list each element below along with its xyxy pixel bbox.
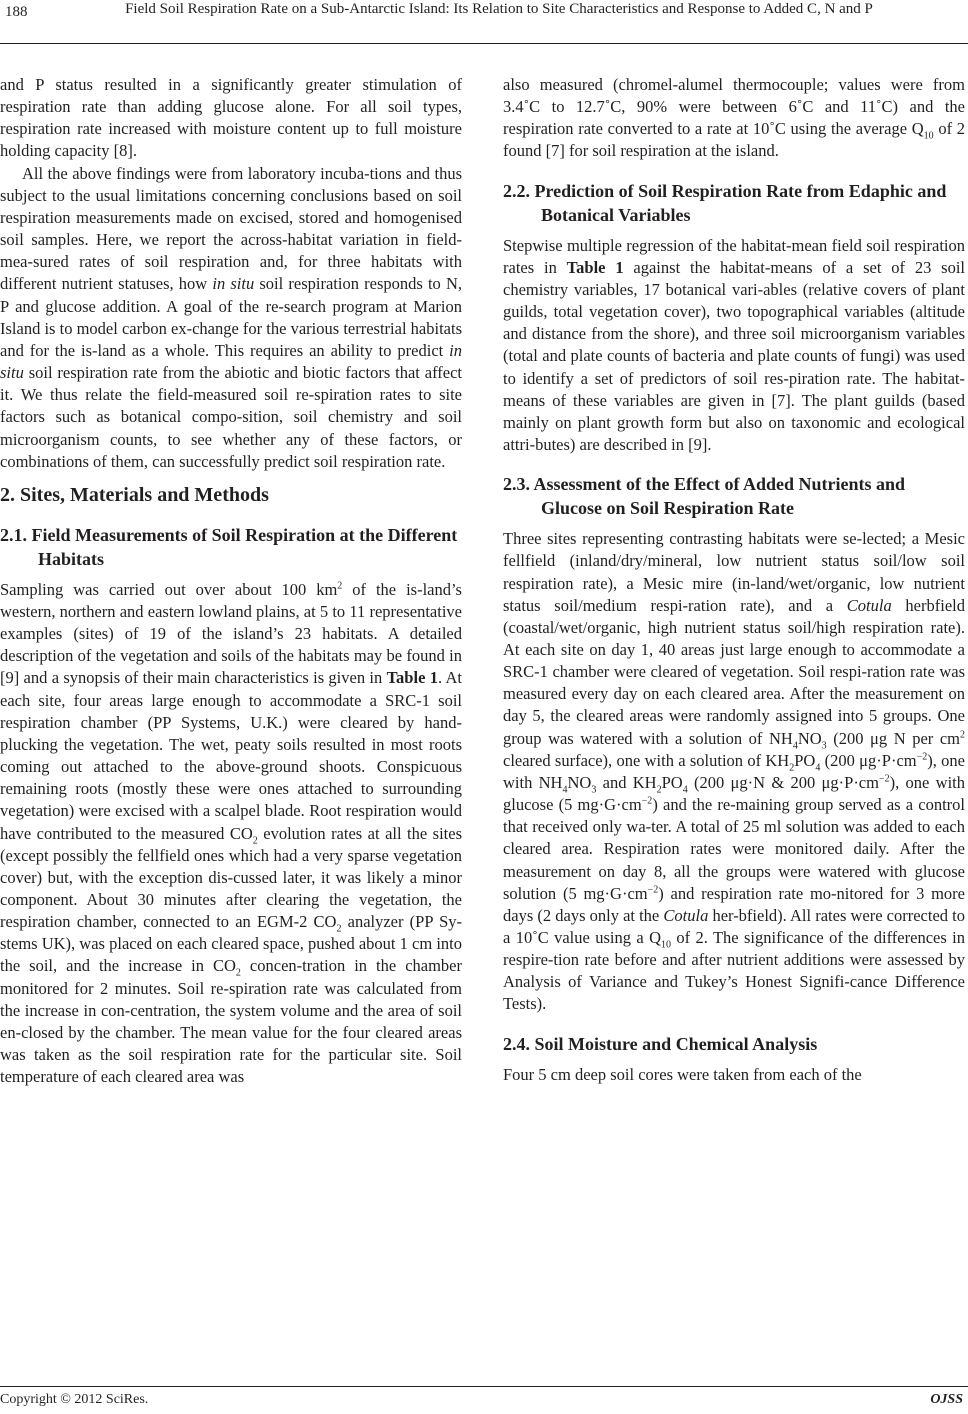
left-column	[0, 74, 462, 1088]
right-column	[503, 74, 965, 1086]
paragraph: also measured (chromel-alumel thermocouple; values were from 3.4˚C to 12.7˚C, 90% were between 6˚C and 11˚C) and the respiration rate converted to a rate at 10˚C using the average $Q_{10}$ of 2 found [7] for soil respiration at the island.	[503, 75, 965, 161]
running-title: Field Soil Respiration Rate on a Sub-Antarctic Island: Its Relation to Site Characteristics and Response to Added C, N and P	[125, 1, 873, 17]
paragraph: All the above findings were from laboratory incuba-tions and thus subject to the usual limitations concerning conclusions based on soil respiration measurements made on excised, stored and homogenised soil samples. Here, we report the across-habitat variation in field-mea-sured rates of soil respiration and, for three habitats with different nutrient statuses, how in situ soil respiration responds to N, P and glucose addition. A goal of the re-search program at Marion Island is to model carbon ex-change for the various terrestrial habitats and for the is-land as a whole. This requires an ability to predict in situ soil respiration rate from the abiotic and biotic factors that affect it. We thus relate the field-measured soil re-spiration rates to site factors such as botanical compo-sition, soil chemistry and soil microorganism counts, to see whether any of these factors, or combinations of them, can successfully predict soil respiration rate.	[0, 163, 462, 471]
paragraph: Three sites representing contrasting habitats were se-lected; a Mesic fellfield (inland/dry/mineral, low nutrient status soil/low soil respiration rate), a Mesic mire (in-land/wet/organic, low nutrient status soil/medium respi-ration rate), and a Cotula herbfield (coastal/wet/organic, high nutrient status soil/high respiration rate). At each site on day 1, 40 areas just large enough to accommodate a SRC-1 chamber were cleared of vegetation. Soil respi-ration rate was measured every day on each cleared area. After the measurement on day 5, the cleared areas were randomly assigned into 5 groups. One group was watered with a solution of $NH_4NO_3$ (200 μg N per $cm^2$ cleared surface), one with a solution of $KH_2PO_4$ (200 $\mu g\cdot P\cdot cm^{-2}$), one with $NH_4NO_3$ and $KH_2PO_4$ (200 μg·N & 200 $\mu g\cdot P\cdot cm^{-2}$), one with glucose (5 $mg\cdot G\cdot cm^{-2}$) and the re-maining group served as a control that received only wa-ter. A total of 25 ml solution was added to each cleared area. Respiration rates were monitored daily. After the measurement on day 8, all the groups were watered with glucose solution (5 $mg\cdot G\cdot cm^{-2}$) and respiration rate mo-nitored for 3 more days (2 days only at the Cotula her-bfield). All rates were corrected to a 10˚C value using a $Q_{10}$ of 2. The significance of the differences in respire-tion rate before and after nutrient additions were assessed by Analysis of Variance and Tukey’s Honest Signifi-cance Difference Tests).	[503, 529, 966, 1014]
page-number: 188	[5, 4, 28, 20]
copyright: Copyright © 2012 SciRes.	[0, 1392, 149, 1407]
journal-abbreviation: OJSS	[930, 1392, 963, 1407]
paragraph: Sampling was carried out over about 100 $km^2$ of the is-land’s western, northern and eastern lowland plains, at 5 to 11 representative examples (sites) of 19 of the island’s 23 habitats. A detailed description of the vegetation and soils of the habitats may be found in [9] and a synopsis of their main characteristics is given in Table 1. At each site, four areas large enough to accommodate a SRC-1 soil respiration chamber (PP Systems, U.K.) were cleared by hand-plucking the vegetation. The wet, peaty soils resulted in most roots coming out attached to the above-ground shoots. Conspicuous remaining roots (mostly these were ones attached to surrounding vegetation) were excised with a scalpel blade. Root respiration would have contributed to the measured $CO_2$ evolution rates at all the sites (except possibly the fellfield ones which had a very sparse vegetation cover) but, with the exception dis-cussed later, it was likely a minor component. About 30 minutes after clearing the vegetation, the respiration chamber, connected to an EGM-2 $CO_2$ analyzer (PP Sy-stems UK), was placed on each cleared space, pushed about 1 cm into the soil, and the increase in $CO_2$ concen-tration in the chamber monitored for 2 minutes. Soil re-spiration rate was calculated from the increase in con-centration, the system volume and the area of soil en-closed by the chamber. The mean value for the four cleared areas was taken as the soil respiration rate for the particular site. Soil temperature of each cleared area was	[0, 579, 463, 1087]
subsection-heading: 2.4. Soil Moisture and Chemical Analysis	[503, 1033, 818, 1054]
header-rule	[0, 43, 968, 44]
footer-rule	[0, 1386, 968, 1387]
page-header	[0, 0, 968, 60]
subsection-heading: 2.1. Field Measurements of Soil Respiration at the Different Habitats	[0, 524, 458, 569]
paragraph: and P status resulted in a significantly greater stimulation of respiration rate than adding glucose alone. For all soil types, respiration rate increased with moisture content up to full moisture holding capacity [8].	[0, 75, 462, 161]
page-footer	[0, 1386, 968, 1410]
subsection-heading: 2.3. Assessment of the Effect of Added Nutrients and Glucose on Soil Respiration Rate	[503, 474, 905, 519]
paragraph: Four 5 cm deep soil cores were taken from each of the	[503, 1064, 862, 1084]
subsection-heading: 2.2. Prediction of Soil Respiration Rate from Edaphic and Botanical Variables	[503, 180, 947, 225]
paragraph: Stepwise multiple regression of the habitat-mean field soil respiration rates in Table 1 against the habitat-means of a set of 23 soil chemistry variables, 17 botanical vari-ables (relative covers of plant guilds, total vegetation cover), two topographical variables (altitude and distance from the shore), and three soil microorganism variables (total and plate counts of bacteria and plate counts of fungi) was used to identify a set of predictors of soil res-piration rate. The habitat-means of these variables are given in [7]. The plant guilds (based mainly on plant growth form but also on taxonomic and ecological attri-butes) are described in [9].	[503, 235, 966, 455]
section-heading: 2. Sites, Materials and Methods	[0, 483, 269, 506]
